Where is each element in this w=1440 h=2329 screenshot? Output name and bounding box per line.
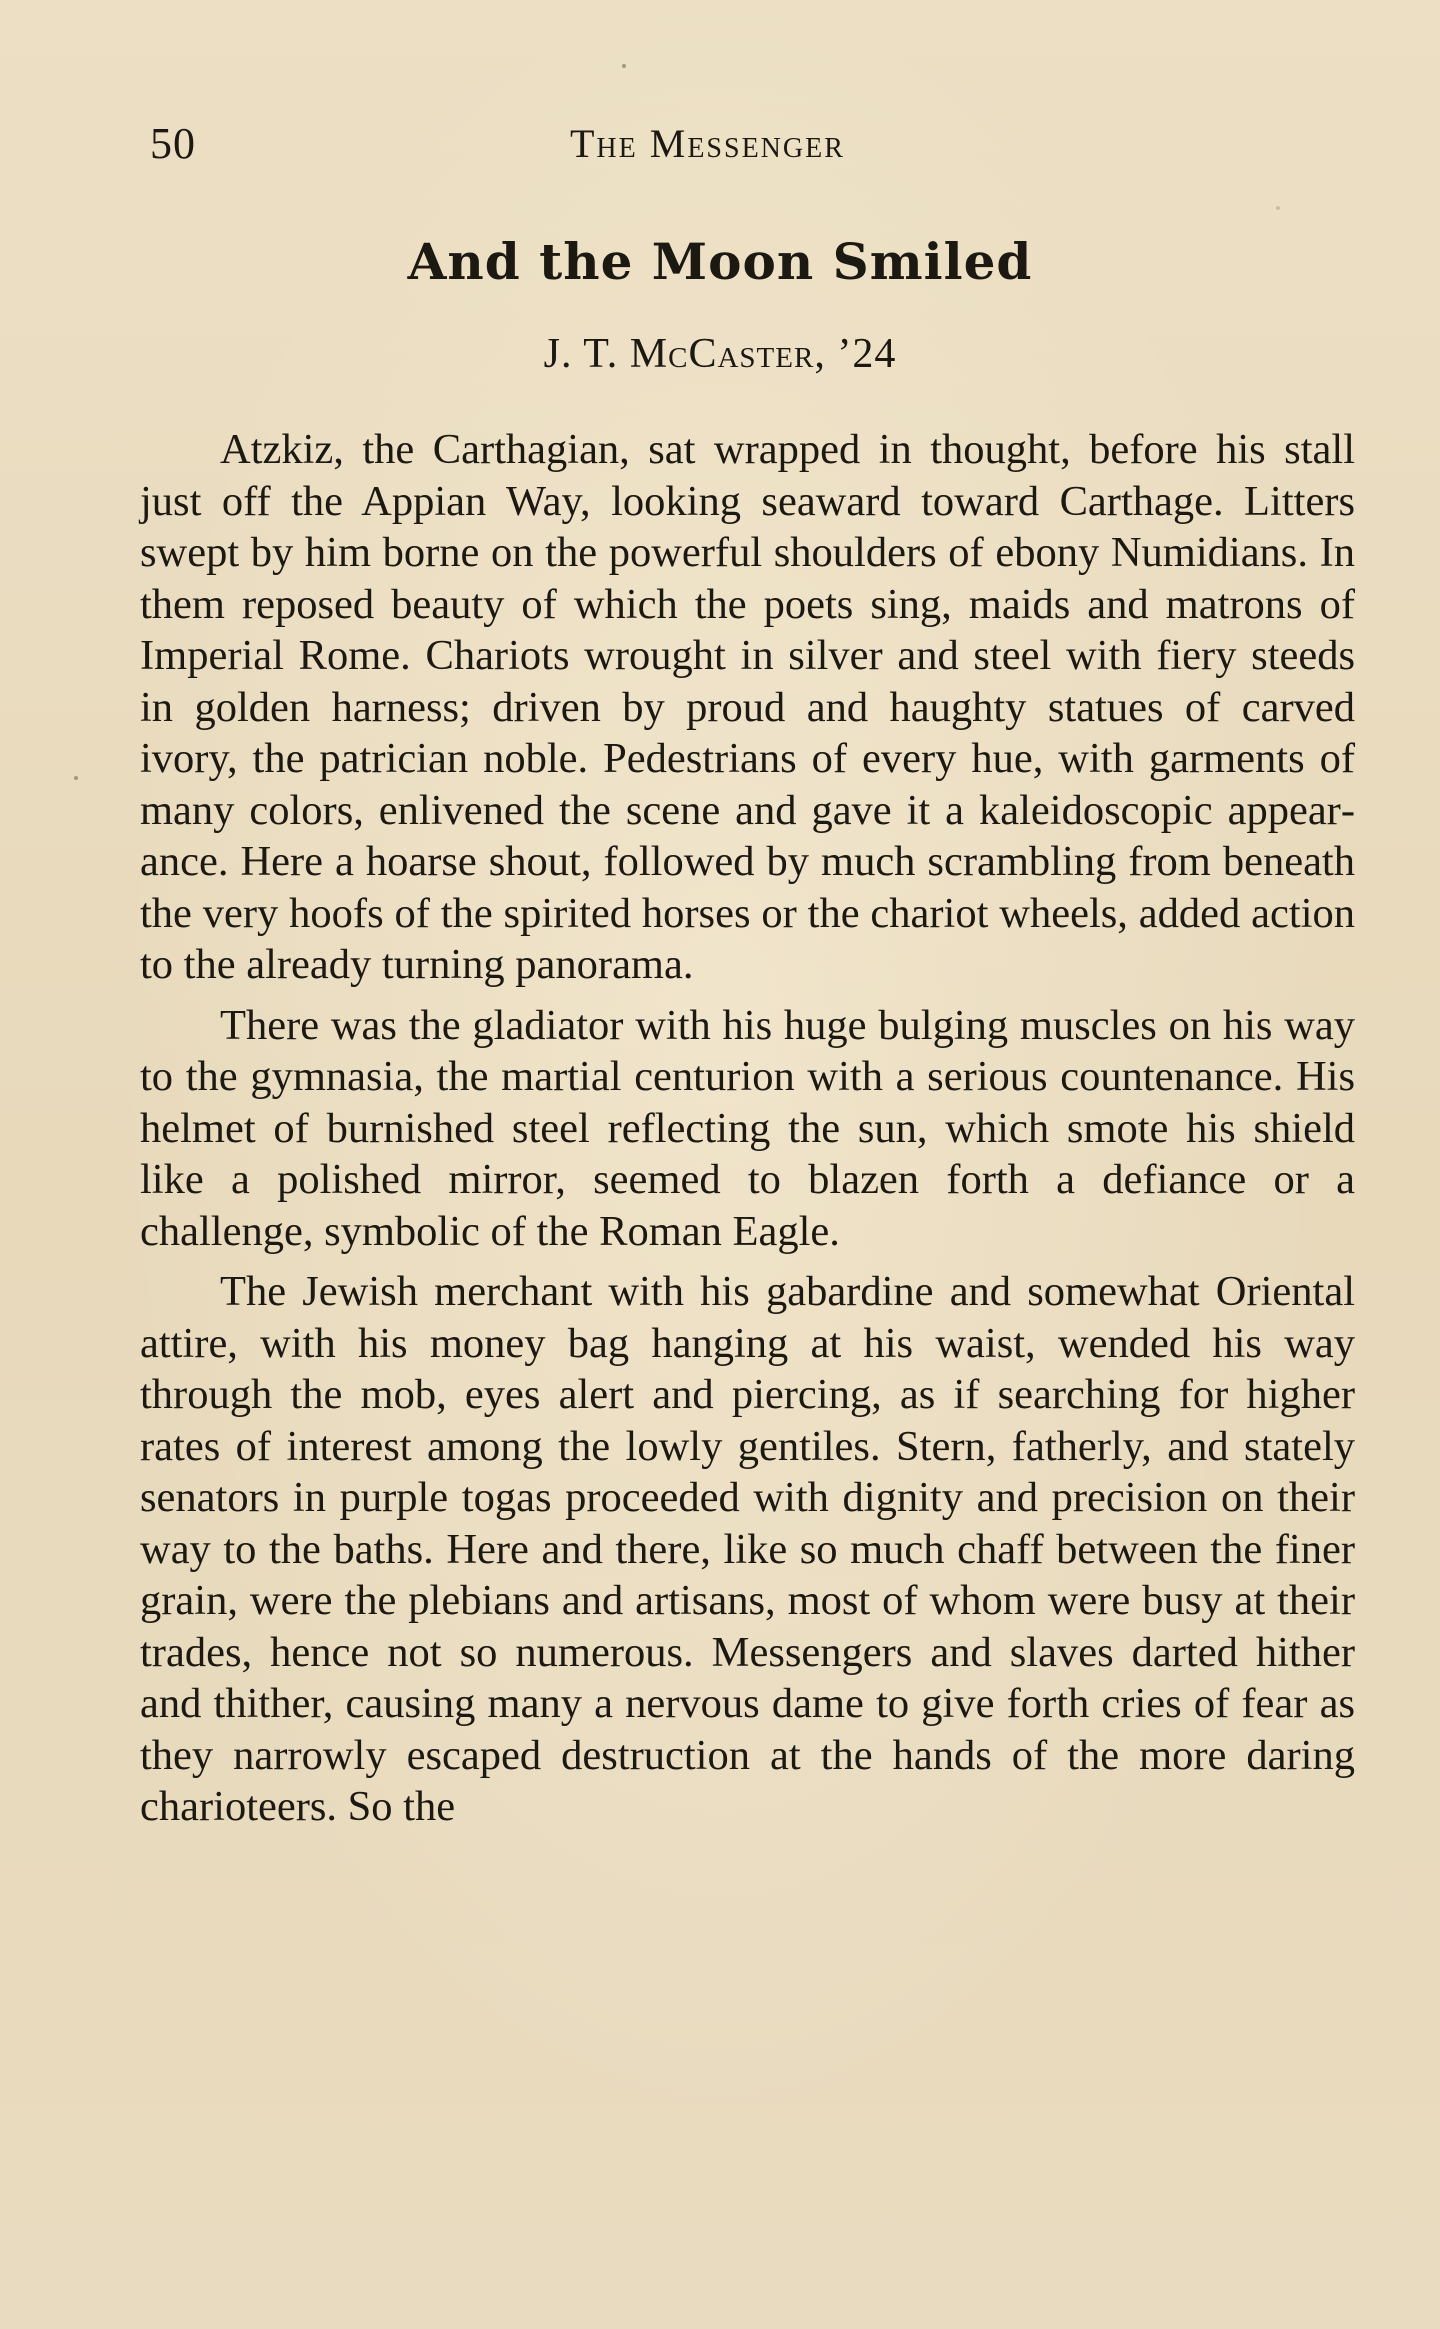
paragraph: Atzkiz, the Carthagian, sat wrapped in thought, before his stall just off the Appian Way, looking seaward toward Carthage. Litters swept by him borne on the powerful shoulders of ebony Numidians. In them reposed beauty of which the poets sing, maids and matrons of Imperial Rome. Chariots wrought in silver and steel with fiery steeds in golden harness; driven by proud and haughty statues of carved ivory, the patrician noble. Pedestrians of every hue, with garments of many colors, enlivened the scene and gave it a kaleidoscopic appearance. Here a hoarse shout, followed by much scrambling from beneath the very hoofs of the spirited horses or the chariot wheels, added action to the already turning panorama. [140, 426, 1355, 988]
article-body [140, 424, 1355, 1842]
author-initials: J. T. [543, 331, 630, 377]
paper-speck [1276, 206, 1280, 210]
paragraph: The Jewish merchant with his gabardine and somewhat Oriental attire, with his money bag hanging at his waist, wended his way through the mob, eyes alert and piercing, as if searching for higher rates of interest among the lowly gentiles. Stern, fatherly, and stately senators in purple togas proceeded with dignity and precision on their way to the baths. Here and there, like so much chaff between the finer grain, were the plebians and artisans, most of whom were busy at their trades, hence not so numerous. Messengers and slaves darted hither and thither, causing many a nervous dame to give forth cries of fear as they narrowly escaped destruction at the hands of the more daring charioteers. So the [140, 1268, 1355, 1830]
paper-speck [74, 776, 78, 780]
running-head: The Messenger [570, 121, 845, 166]
paper-speck [622, 64, 626, 68]
page-number: 50 [150, 119, 196, 168]
paragraph: There was the gladiator with his huge bulging muscles on his way to the gymnasia, the martial centurion with a serious countenance. His helmet of burnished steel reflecting the sun, which smote his shield like a polished mirror, seemed to blazen forth a defiance or a challenge, symbolic of the Roman Eagle. [140, 1001, 1355, 1255]
article-author [0, 330, 1440, 378]
article-title: And the Moon Smiled [407, 232, 1033, 291]
author-surname: McCaster [629, 331, 815, 377]
author-class-year: , ’24 [814, 331, 897, 377]
page-header [150, 118, 1350, 178]
